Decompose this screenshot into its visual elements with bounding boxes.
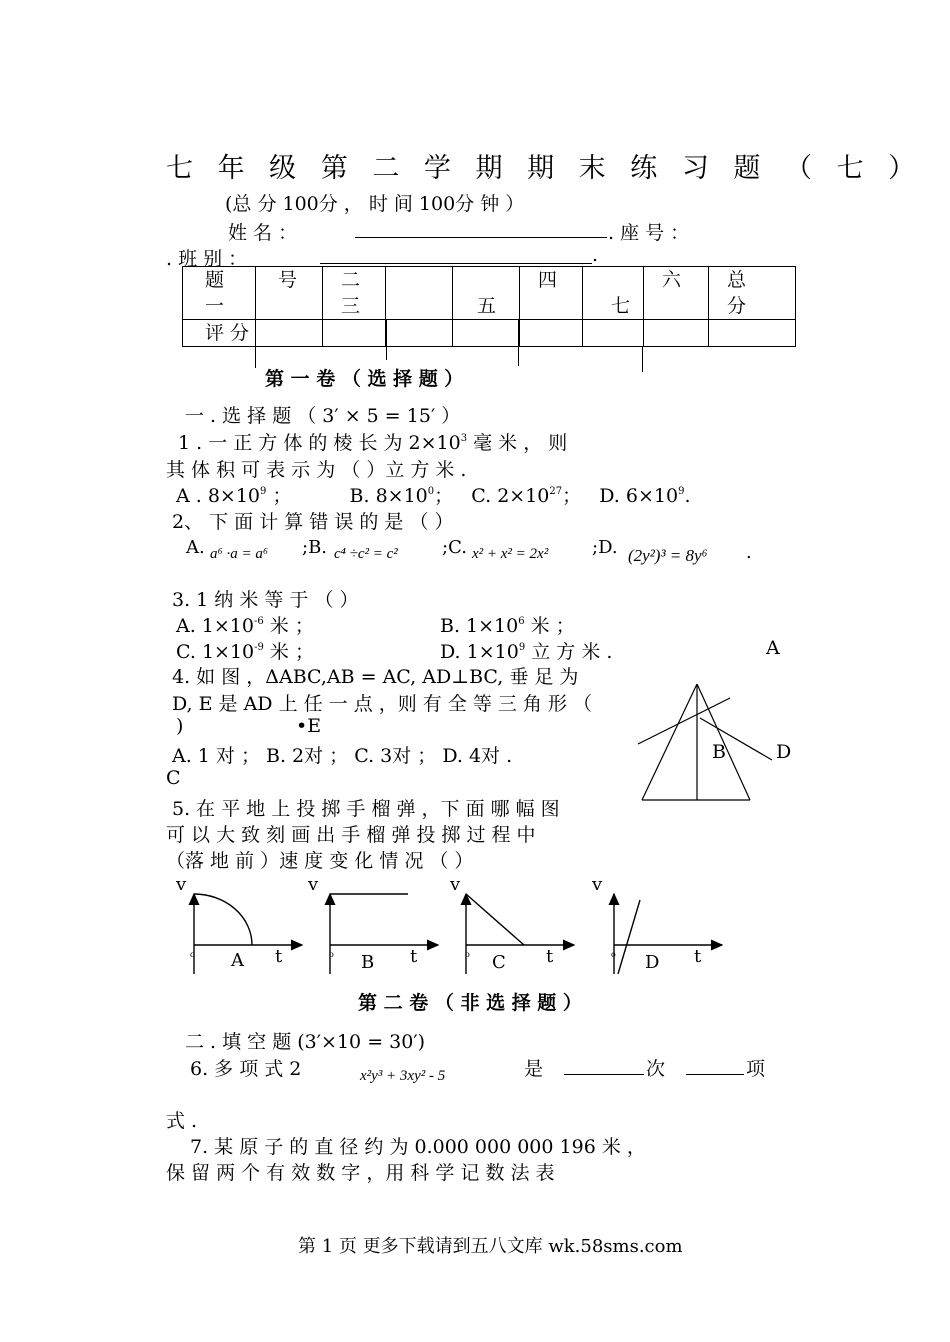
table-cell: [520, 267, 583, 320]
q6-mid2: 次: [646, 1058, 666, 1080]
table-line: [642, 346, 643, 372]
q6-formula: x²y³ + 3xy² - 5: [360, 1068, 446, 1084]
q5-line3: （落 地 前 ）速 度 变 化 情 况 （ ）: [166, 850, 474, 872]
q4-line3: ): [176, 715, 184, 737]
q2-label-d: ;D.: [592, 537, 618, 558]
cell-text: 总: [727, 269, 747, 291]
option-b: B. 8×10: [349, 485, 428, 507]
cell-text: 七: [611, 295, 631, 317]
q5-line1: 5. 在 平 地 上 投 掷 手 榴 弹 ，下 面 哪 幅 图: [172, 798, 560, 820]
fig-label-a: A: [766, 637, 780, 659]
graph-a-origin: o: [190, 950, 195, 959]
graph-b-t-label: t: [410, 946, 418, 967]
page-title: 七 年 级 第 二 学 期 期 末 练 习 题 （ 七 ）: [166, 153, 924, 184]
q3-option-c: C. $1\times 10^{-9}$ 米 ；: [176, 641, 314, 663]
q2-formula-b: c⁴ ÷c² = c²: [334, 546, 398, 562]
table-cell: [323, 267, 386, 320]
q2-label-c: ;C.: [442, 537, 467, 558]
part2-heading: 第 二 卷 （ 非 选 择 题 ）: [358, 992, 582, 1014]
q1-text: 毫 米 ， 则: [467, 432, 568, 454]
q6-blank-1: [564, 1056, 644, 1075]
graph-b-origin: o: [329, 950, 334, 959]
fig-label-b: B: [712, 741, 726, 763]
cell-text: 题: [205, 269, 225, 291]
graph-d-v-label: v: [592, 874, 603, 895]
q6-mid: 是: [524, 1058, 544, 1080]
q2-label-a: A.: [186, 537, 205, 558]
q2-stem: 2、 下 面 计 算 错 误 的 是 （ ）: [172, 511, 454, 533]
fig-label-d: D: [776, 741, 792, 763]
class-end-dot: .: [592, 244, 599, 266]
graph-d-label: D: [645, 952, 660, 973]
option-c: C. 2×10: [471, 485, 550, 507]
option-d: D. 6×10: [599, 485, 679, 507]
q6-pre: 6. 多 项 式 2: [190, 1058, 302, 1080]
q1-options: A . $8\times 10^9$ ； B. $8\times 10^0$； C. $2\times 10^{27}$； D. $6\times 10^9$.: [176, 485, 691, 507]
table-cell: [453, 267, 520, 320]
table-cell: [256, 267, 323, 320]
q5-line2: 可 以 大 致 刻 画 出 手 榴 弹 投 掷 过 程 中: [166, 824, 536, 846]
table-cell: [709, 320, 796, 347]
q6-end: 项: [746, 1058, 766, 1080]
q3-option-d: D. $1\times 10^9$ 立 方 米 .: [440, 641, 613, 663]
q4-options: A. 1 对 ； B. 2对 ； C. 3对 ； D. 4对 .: [172, 745, 513, 767]
class-label: . 班 别 ：: [166, 248, 248, 270]
table-cell: [323, 320, 386, 347]
extra-line: [700, 718, 772, 760]
q6-line2: 式 .: [166, 1110, 198, 1132]
section2-heading: 二 . 填 空 题 (3′×10 = 30′): [185, 1031, 426, 1053]
table-cell: [386, 267, 453, 320]
table-cell: [520, 320, 583, 347]
table-cell: [386, 320, 453, 347]
graph-a-t-label: t: [275, 946, 283, 967]
side-ab: [642, 684, 697, 800]
q3-option-a: A. $1\times 10^{-6}$ 米 ；: [176, 615, 314, 637]
table-cell: [644, 320, 709, 347]
fig-label-c: C: [166, 767, 181, 789]
q1-exp: 3: [460, 433, 468, 444]
cell-text: 号: [278, 269, 298, 291]
table-line: [386, 320, 387, 360]
triangle-figure: [630, 678, 780, 808]
q3-stem: 3. 1 纳 米 等 于 （ ）: [172, 589, 359, 611]
cell-text: 一: [205, 295, 225, 317]
option-a: A . 8×10: [176, 485, 261, 507]
name-label: 姓 名 ：: [228, 222, 298, 244]
q4-line1: 4. 如 图 ，ΔABC,AB = AC, AD⊥BC, 垂 足 为: [172, 666, 579, 688]
q1-line1: [178, 428, 567, 455]
graph-a-curve: [194, 894, 252, 945]
graph-b-v-label: v: [308, 874, 319, 895]
q2-formula-a: a⁶ ·a = a⁶: [210, 546, 269, 562]
graph-d-t-label: t: [694, 946, 702, 967]
name-blank: [355, 219, 607, 238]
seat-label: . 座 号 ：: [608, 222, 690, 244]
page-footer: 第 1 页 更多下载请到五八文库 wk.58sms.com: [298, 1236, 683, 1257]
q6-blank-2: [686, 1056, 744, 1075]
part1-heading: 第 一 卷 （ 选 择 题 ）: [265, 368, 464, 390]
section1-heading: 一 . 选 择 题 （ 3′ × 5 = 15′ ）: [185, 405, 461, 427]
cell-text: 四: [538, 269, 558, 291]
graph-c-line: [466, 894, 524, 945]
q2-label-b: ;B.: [302, 537, 328, 558]
graph-c-origin: o: [465, 950, 470, 959]
q7-line2: 保 留 两 个 有 效 数 字 ，用 科 学 记 数 法 表: [166, 1162, 555, 1184]
q2-end: .: [746, 542, 752, 563]
cell-text: 六: [662, 269, 682, 291]
table-cell: [183, 320, 256, 347]
q7-line1: 7. 某 原 子 的 直 径 约 为 0.000 000 000 196 米 ，: [190, 1136, 646, 1158]
table-cell: [453, 320, 520, 347]
graph-b-label: B: [361, 952, 375, 973]
q2-formula-c: x² + x² = 2x²: [472, 546, 549, 562]
class-blank: [320, 245, 592, 264]
point-e-label: •E: [296, 715, 322, 737]
graph-c-t-label: t: [546, 946, 554, 967]
graph-c-label: C: [492, 952, 506, 973]
cell-text: 分: [727, 295, 747, 317]
cell-text: 二: [341, 269, 361, 291]
q1-text: 1 . 一 正 方 体 的 棱 长 为 2×10: [178, 432, 461, 454]
table-cell: [583, 320, 644, 347]
graph-a-v-label: v: [176, 874, 187, 895]
cell-text: 三: [341, 295, 361, 317]
table-cell: [256, 320, 323, 347]
table-line: [518, 320, 519, 366]
exam-subtitle: (总 分 100分 ， 时 间 100分 钟 ）: [225, 193, 525, 215]
cell-text: 五: [477, 295, 497, 317]
graph-d-origin: o: [611, 950, 616, 959]
table-cell: [709, 267, 796, 320]
table-cell: [583, 267, 644, 320]
score-table: [182, 266, 796, 347]
table-cell: [183, 267, 256, 320]
q1-line2: 其 体 积 可 表 示 为 （ ）立 方 米 .: [166, 459, 467, 481]
graph-a-label: A: [231, 950, 244, 971]
graph-d-line: [618, 900, 640, 974]
q3-option-b: B. $1\times 10^6$ 米 ；: [440, 615, 575, 637]
table-line: [255, 346, 256, 368]
extra-line: [638, 698, 730, 744]
cell-text: 评 分: [205, 322, 250, 344]
q2-formula-d: (2y²)³ = 8y⁶: [628, 546, 708, 565]
q4-line2: D, E 是 AD 上 任 一 点 ，则 有 全 等 三 角 形 （: [172, 693, 593, 715]
table-cell: [644, 267, 709, 320]
graph-c-v-label: v: [450, 874, 461, 895]
